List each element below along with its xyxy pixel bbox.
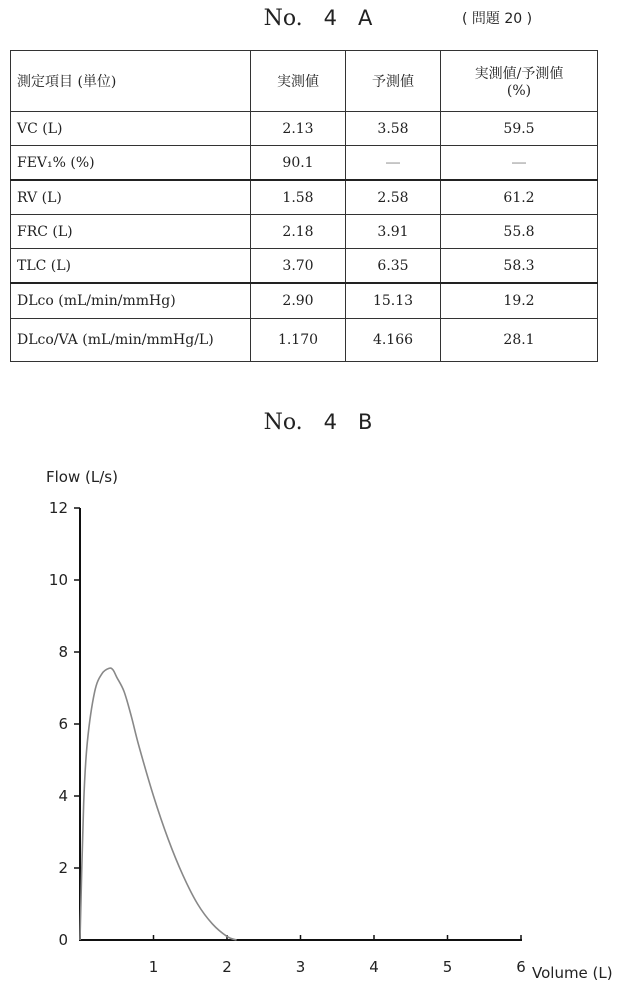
row-predicted: 4.166 [346, 319, 441, 362]
row-ratio: 19.2 [441, 283, 598, 319]
row-ratio: 55.8 [441, 215, 598, 249]
header-predicted: 予測値 [346, 51, 441, 112]
table-header-row [11, 51, 598, 112]
x-ticks [149, 935, 526, 976]
row-predicted: 3.58 [346, 112, 441, 146]
x-tick-label: 5 [442, 958, 453, 976]
y-tick-label: 12 [48, 499, 68, 517]
table-row [11, 215, 598, 249]
y-axis-label: Flow (L/s) [46, 468, 118, 486]
title-b-number: 4 [323, 410, 338, 434]
header-item: 測定項目 (単位) [11, 51, 251, 112]
y-tick-label: 10 [48, 571, 68, 589]
row-ratio: 59.5 [441, 112, 598, 146]
row-measured: 1.170 [251, 319, 346, 362]
table-row [11, 249, 598, 284]
row-predicted: 2.58 [346, 180, 441, 215]
row-item: VC (L) [11, 112, 251, 146]
y-tick-label: 2 [58, 859, 68, 877]
row-item: FEV₁% (%) [11, 146, 251, 181]
row-ratio: ― [441, 146, 598, 181]
title-a-letter: A [358, 6, 373, 30]
title-a-number: 4 [323, 6, 338, 30]
row-predicted: 6.35 [346, 249, 441, 284]
row-measured: 3.70 [251, 249, 346, 284]
y-tick-label: 8 [58, 643, 68, 661]
question-reference: ( 問題 20 ) [462, 11, 533, 27]
y-ticks [49, 499, 80, 949]
header-measured: 実測値 [251, 51, 346, 112]
y-tick-label: 6 [58, 715, 68, 733]
x-tick-label: 6 [516, 958, 526, 976]
row-ratio: 28.1 [441, 319, 598, 362]
row-predicted: 3.91 [346, 215, 441, 249]
row-item: RV (L) [11, 180, 251, 215]
y-tick-label: 4 [58, 787, 68, 805]
row-ratio: 61.2 [441, 180, 598, 215]
table-row [11, 319, 598, 362]
chart-title [0, 410, 636, 435]
x-tick-label: 1 [148, 958, 159, 976]
row-predicted: 15.13 [346, 283, 441, 319]
y-tick-label: 0 [58, 931, 68, 949]
x-axis-label: Volume (L) [532, 964, 613, 982]
x-tick-label: 4 [369, 958, 379, 976]
x-tick-label: 3 [295, 958, 306, 976]
table-row [11, 146, 598, 181]
row-measured: 90.1 [251, 146, 346, 181]
row-predicted: ― [346, 146, 441, 181]
x-tick-label: 2 [222, 958, 232, 976]
results-table [10, 50, 598, 362]
header-ratio: 実測値/予測値 (%) [441, 51, 598, 112]
row-item: TLC (L) [11, 249, 251, 284]
table-row [11, 180, 598, 215]
row-measured: 2.13 [251, 112, 346, 146]
row-item: FRC (L) [11, 215, 251, 249]
table-row [11, 112, 598, 146]
table-title [0, 6, 636, 31]
title-b-letter: B [358, 410, 373, 434]
row-item: DLco/VA (mL/min/mmHg/L) [11, 319, 251, 362]
title-b-prefix: No. [263, 410, 303, 435]
title-a-prefix: No. [263, 6, 303, 31]
row-measured: 2.90 [251, 283, 346, 319]
row-measured: 1.58 [251, 180, 346, 215]
table-row [11, 283, 598, 319]
row-item: DLco (mL/min/mmHg) [11, 283, 251, 319]
row-ratio: 58.3 [441, 249, 598, 284]
row-measured: 2.18 [251, 215, 346, 249]
flow-volume-chart [0, 450, 636, 1000]
flow-volume-curve [80, 668, 237, 940]
